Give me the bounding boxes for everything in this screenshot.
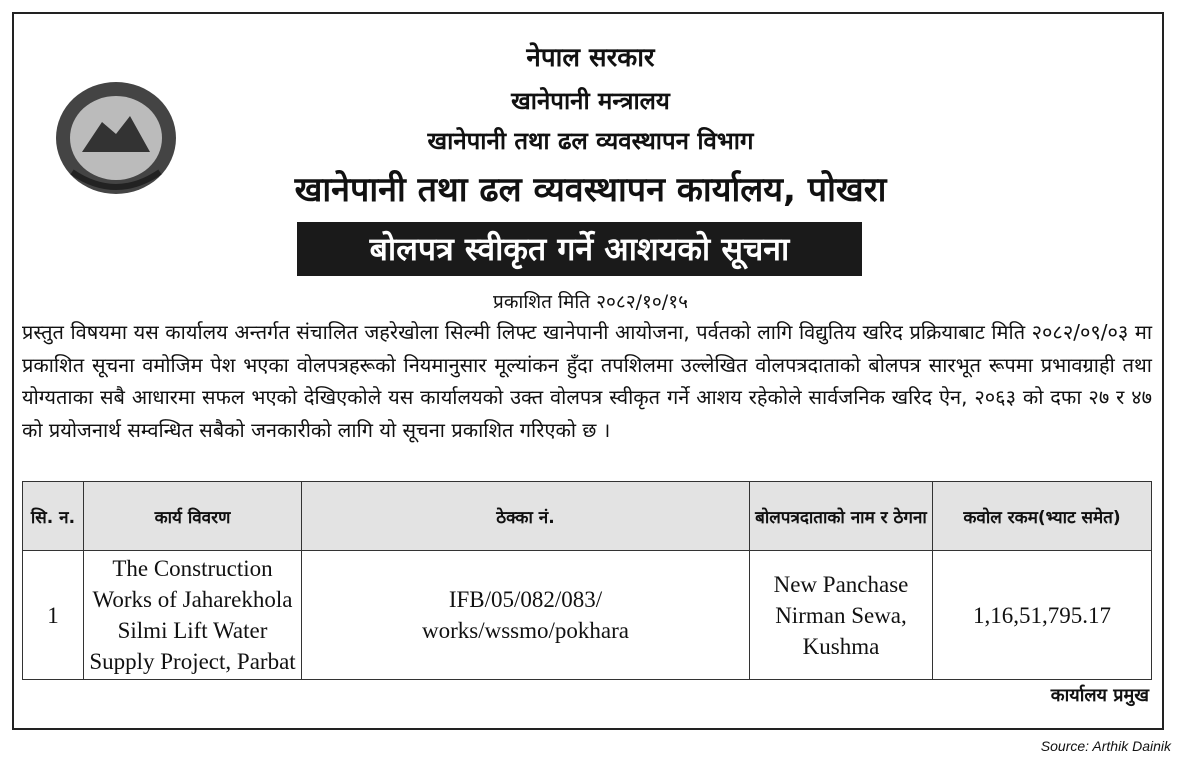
- header-office: खानेपानी तथा ढल व्यवस्थापन कार्यालय, पोखरा: [294, 170, 887, 210]
- notice-title: बोलपत्र स्वीकृत गर्ने आशयको सूचना: [297, 222, 862, 276]
- col-sn: सि. न.: [23, 482, 84, 551]
- header-ministry: खानेपानी मन्त्रालय: [511, 87, 670, 115]
- cell-sn: 1: [23, 551, 84, 680]
- table-row: [23, 551, 1152, 680]
- cell-work-description: The Construction Works of Jaharekhola Silmi Lift Water Supply Project, Parbat: [84, 551, 302, 680]
- notice-body: प्रस्तुत विषयमा यस कार्यालय अन्तर्गत संचालित जहरेखोला सिल्मी लिफ्ट खानेपानी आयोजना, पर्वतको लागि विद्युतिय खरिद प्रक्रियाबाट मिति २०८२/०९/०३ मा प्रकाशित सूचना वमोजिम पेश भएका वोलपत्रहरूको नियमानुसार मूल्यांकन हुँदा तपशिलमा उल्लेखित वोलपत्रदाताको बोलपत्र सारभूत रूपमा प्रभावग्राही तथा योग्यताका सबै आधारमा सफल भएको देखिएकोले यस कार्यालयको उक्त वोलपत्र स्वीकृत गर्ने आशय रहेकोले सार्वजनिक खरिद ऐन, २०६३ को दफा २७ र ४७ को प्रयोजनार्थ सम्वन्धित सबैको जनकारीको लागि यो सूचना प्रकाशित गरिएको छ ।: [22, 320, 1152, 442]
- header-government: नेपाल सरकार: [526, 43, 655, 73]
- col-work-description: कार्य विवरण: [84, 482, 302, 551]
- published-date: प्रकाशित मिति २०८२/१०/१५: [493, 291, 688, 313]
- col-contract-no: ठेक्का नं.: [302, 482, 750, 551]
- cell-contract-no: IFB/05/082/083/ works/wssmo/pokhara: [302, 551, 750, 680]
- col-amount: कवोल रकम(भ्याट समेत): [932, 482, 1151, 551]
- cell-amount: 1,16,51,795.17: [932, 551, 1151, 680]
- header-department: खानेपानी तथा ढल व्यवस्थापन विभाग: [427, 127, 754, 155]
- table-header-row: [23, 482, 1152, 551]
- cell-bidder: New Panchase Nirman Sewa, Kushma: [749, 551, 932, 680]
- col-bidder: बोलपत्रदाताको नाम र ठेगना: [749, 482, 932, 551]
- bid-table: [22, 481, 1152, 680]
- source-credit: Source: Arthik Dainik: [1040, 738, 1171, 754]
- signatory: कार्यालय प्रमुख: [1050, 685, 1149, 706]
